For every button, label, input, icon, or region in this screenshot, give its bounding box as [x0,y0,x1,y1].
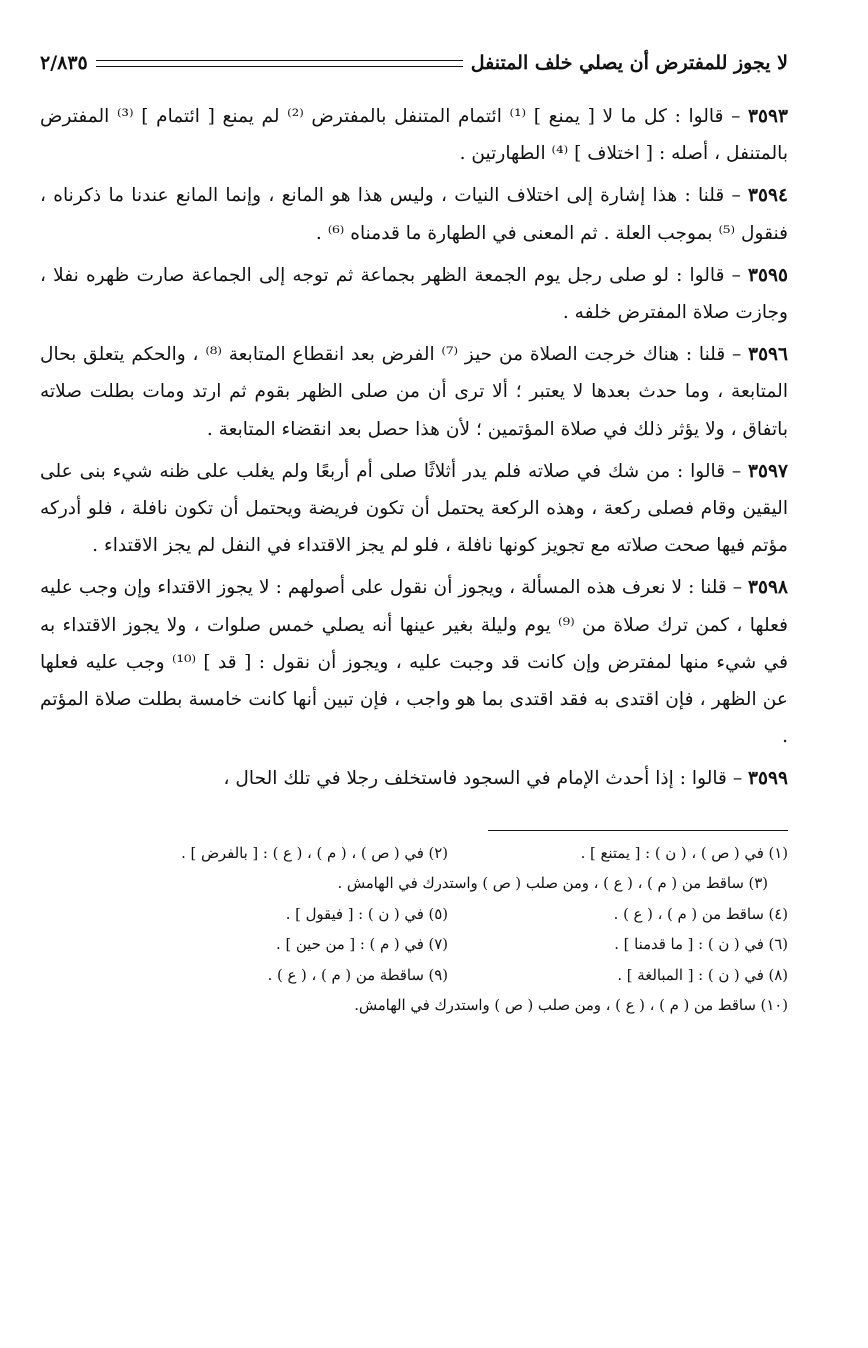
paragraph-number: ٣٥٩٧ [748,460,788,482]
footnote-row [40,900,788,931]
footnote-2: (٢) في ( ص ) ، ( م ) ، ( ع ) : [ بالفرض ] . [181,844,448,862]
header-double-rule [96,60,463,67]
footnote-row [40,839,788,870]
paragraph-3593 [40,98,788,172]
paragraph-3596 [40,336,788,448]
footnote-separator [488,830,788,831]
paragraph-text: – قالوا : لو صلى رجل يوم الجمعة الظهر بجماعة ثم توجه إلى الجماعة صارت ظهره نفلا ، وجازت صلاة المفترض خلفه . [40,264,788,324]
footnote-10: (١٠) ساقط من ( م ) ، ( ع ) ، ومن صلب ( ص ) واستدرك في الهامش. [354,997,788,1015]
paragraph-number: ٣٥٩٦ [748,344,789,366]
footnote-6: (٦) في ( ن ) : [ ما قدمنا ] . [614,936,788,954]
paragraph-text: – قالوا : إذا أحدث الإمام في السجود فاستخلف رجلا في تلك الحال ، [223,768,749,790]
paragraph-3598 [40,569,788,755]
paragraph-number: ٣٥٩٣ [748,106,788,127]
paragraph-3594 [40,177,788,251]
paragraph-number: ٣٥٩٩ [748,768,788,790]
paragraph-3595 [40,257,788,331]
footnote-1: (١) في ( ص ) ، ( ن ) : [ يمتنع ] . [580,844,788,862]
paragraph-number: ٣٥٩٤ [748,185,788,207]
paragraph-text: – قالوا : من شك في صلاته فلم يدر أثلاثًا صلى أم أربعًا ولم يغلب على ظنه شيء بنى على اليقين وقام فصلى ركعة ، وهذه الركعة يحتمل أن تكون فريضة ويحتمل أن تكون نافلة ، فلو أدركه مؤتم فيها صحت صلاته مع تجويز كونها نافلة ، فلو لم يجز الاقتداء في النفل لم يجز الاقتداء . [40,460,788,557]
paragraph-text: – قلنا : هذا إشارة إلى اختلاف النيات ، وليس هذا هو المانع ، وإنما المانع عندنا ما ذكرناه ، فنقول ⁽⁵⁾ بموجب العلة . ثم المعنى في الطهارة ما قدمناه ⁽⁶⁾ . [40,185,788,244]
footnote-row [40,961,788,992]
footnote-8: (٨) في ( ن ) : [ المبالغة ] . [617,966,788,984]
footnote-5: (٥) في ( ن ) : [ فيقول ] . [285,905,448,923]
page-number: ٢/٨٣٥ [40,52,88,74]
footnotes [40,839,788,1022]
footnote-3: (٣) ساقط من ( م ) ، ( ع ) ، ومن صلب ( ص ) واستدرك في الهامش . [337,875,768,893]
footnote-7: (٧) في ( م ) : [ من حين ] . [276,936,448,954]
footnote-9: (٩) ساقطة من ( م ) ، ( ع ) . [267,966,448,984]
paragraph-number: ٣٥٩٨ [748,577,788,599]
header-title: لا يجوز للمفترض أن يصلي خلف المتنفل [470,52,788,74]
paragraph-text: – قالوا : كل ما لا [ يمنع ] ⁽¹⁾ ائتمام المتنفل بالمفترض ⁽²⁾ لم يمنع [ ائتمام ] ⁽³⁾ المفترض بالمتنفل ، أصله : [ اختلاف ] ⁽⁴⁾ الطهارتين . [40,106,788,165]
running-header [40,40,788,86]
paragraph-number: ٣٥٩٥ [748,264,788,286]
footnote-row [40,930,788,961]
book-page [40,40,788,1022]
paragraph-text: – قلنا : هناك خرجت الصلاة من حيز ⁽⁷⁾ الفرض بعد انقطاع المتابعة ⁽⁸⁾ ، والحكم يتعلق بحال المتابعة ، وما حدث بعدها لا يعتبر ؛ ألا ترى أن من صلى الظهر بقوم ثم ارتد ومات بطلت صلاته باتفاق ، ولا يؤثر ذلك في صلاة المؤتمين ؛ لأن هذا حصل بعد انقضاء المتابعة . [40,344,788,440]
paragraph-text: – قلنا : لا نعرف هذه المسألة ، ويجوز أن نقول على أصولهم : لا يجوز الاقتداء وإن وجب عليه فعلها ، كمن ترك صلاة من ⁽⁹⁾ يوم وليلة بغير عينها أنه يصلي خمس صلوات ، ولا يجوز الاقتداء به في شيء منها لمفترض وإن كانت قد وجبت عليه ، ويجوز أن نقول : [ قد ] ⁽¹⁰⁾ وجب عليه فعلها عن الظهر ، فإن اقتدى به فقد اقتدى بما هو واجب ، فإن تبين أنها كانت خامسة بطلت صلاة المؤتم . [40,577,788,748]
paragraph-3597 [40,453,788,565]
footnote-4: (٤) ساقط من ( م ) ، ( ع ) . [613,905,788,923]
paragraph-3599 [40,760,788,797]
main-text [40,98,788,798]
